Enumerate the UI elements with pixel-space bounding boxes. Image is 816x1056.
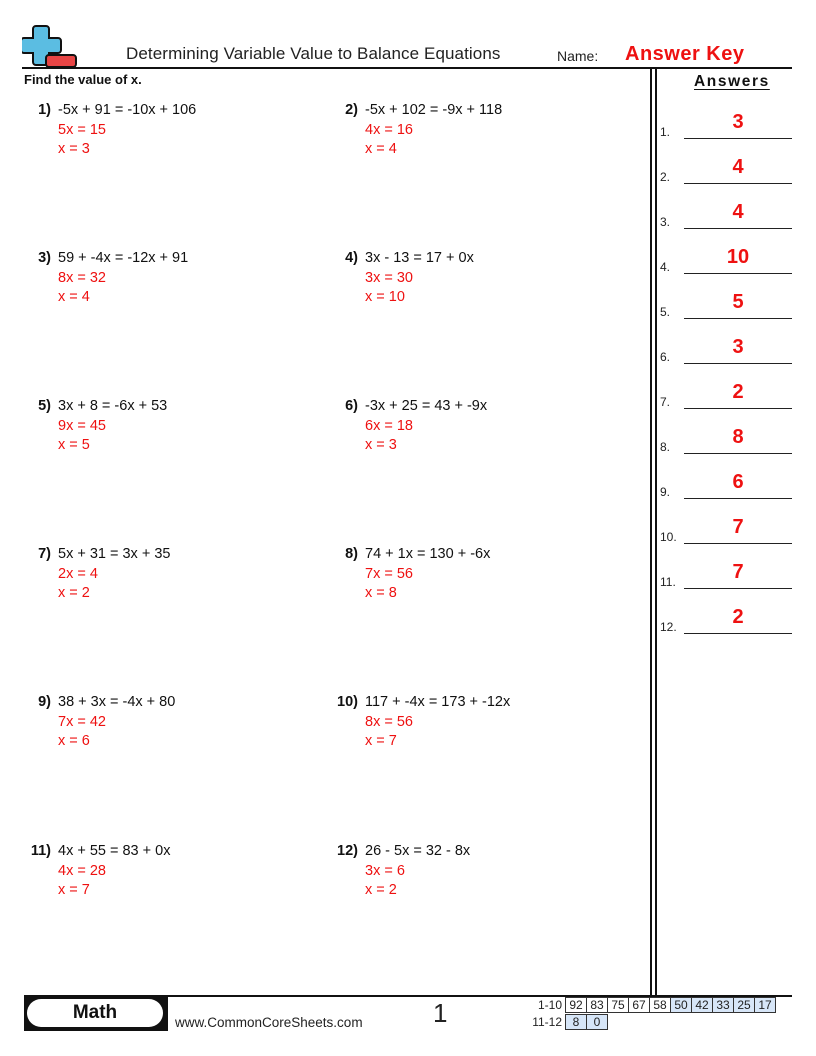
- solution-answer: x = 4: [58, 289, 90, 305]
- problem-12: [337, 842, 471, 901]
- plus-minus-logo-icon: [22, 24, 78, 68]
- score-cell: 83: [586, 997, 608, 1013]
- problem-equation: -5x + 102 = -9x + 118: [365, 102, 503, 118]
- score-cell: 50: [670, 997, 692, 1013]
- answer-line: [684, 138, 792, 140]
- worksheet-title: Determining Variable Value to Balance Equations: [126, 44, 501, 63]
- score-cell: 8: [565, 1014, 587, 1030]
- solution-step: 4x = 28: [58, 862, 106, 879]
- score-table-row-2: [566, 1014, 608, 1030]
- problem-2: [345, 101, 503, 160]
- name-label: Name:: [557, 48, 599, 64]
- answers-heading: Answers: [694, 73, 770, 90]
- answer-line: [684, 363, 792, 365]
- answer-row-9: [660, 469, 792, 499]
- problem-number: 12): [337, 843, 358, 859]
- score-table-row-1: [566, 997, 776, 1013]
- problem-equation: 3x - 13 = 17 + 0x: [365, 250, 474, 266]
- answer-value: 2: [732, 381, 744, 403]
- problem-5: [38, 397, 168, 456]
- problem-equation: 74 + 1x = 130 + -6x: [365, 546, 491, 562]
- solution-step: 8x = 32: [58, 269, 106, 286]
- answer-number: 2.: [660, 170, 671, 184]
- solution-step: 7x = 42: [58, 713, 106, 730]
- answer-value: 2: [732, 606, 744, 628]
- problem-equation: -5x + 91 = -10x + 106: [58, 102, 197, 118]
- answer-number: 9.: [660, 485, 671, 499]
- answer-row-10: [660, 514, 792, 544]
- problem-equation: -3x + 25 = 43 + -9x: [365, 398, 488, 414]
- solution-step: 2x = 4: [58, 565, 98, 582]
- problem-number: 1): [38, 102, 51, 118]
- subject-badge: [24, 995, 168, 1031]
- solution-answer: x = 5: [58, 437, 90, 453]
- solution-answer: x = 8: [365, 585, 397, 601]
- answer-line: [684, 543, 792, 545]
- solution-step: 3x = 6: [365, 862, 405, 879]
- answer-number: 5.: [660, 305, 671, 319]
- answer-line: [684, 498, 792, 500]
- problem-equation: 5x + 31 = 3x + 35: [58, 546, 171, 562]
- score-row-label: 1-10: [537, 998, 562, 1012]
- problem-9: [38, 693, 176, 752]
- problem-number: 8): [345, 546, 358, 562]
- problem-number: 9): [38, 694, 51, 710]
- answer-row-5: [660, 289, 792, 319]
- answer-row-1: [660, 109, 792, 139]
- solution-step: 3x = 30: [365, 269, 413, 286]
- score-cell: 42: [691, 997, 713, 1013]
- solution-answer: x = 10: [365, 289, 405, 305]
- answer-value: 3: [732, 111, 744, 133]
- problem-7: [38, 545, 171, 604]
- score-cell: 92: [565, 997, 587, 1013]
- score-cell: 25: [733, 997, 755, 1013]
- problem-number: 5): [38, 398, 51, 414]
- problem-number: 4): [345, 250, 358, 266]
- answer-number: 12.: [660, 620, 677, 634]
- answer-row-7: [660, 379, 792, 409]
- problem-equation: 26 - 5x = 32 - 8x: [365, 843, 471, 859]
- answer-value: 4: [732, 156, 744, 178]
- score-cell: 75: [607, 997, 629, 1013]
- problem-equation: 3x + 8 = -6x + 53: [58, 398, 168, 414]
- score-cell: 67: [628, 997, 650, 1013]
- answer-value: 10: [726, 246, 750, 268]
- answer-value: 7: [732, 516, 744, 538]
- answer-number: 7.: [660, 395, 671, 409]
- problem-4: [345, 249, 474, 308]
- answer-row-11: [660, 559, 792, 589]
- answer-line: [684, 183, 792, 185]
- answer-number: 3.: [660, 215, 671, 229]
- solution-step: 7x = 56: [365, 565, 413, 582]
- answer-value: 7: [732, 561, 744, 583]
- solution-answer: x = 3: [58, 141, 90, 157]
- answer-line: [684, 318, 792, 320]
- problem-11: [30, 842, 171, 901]
- answer-row-4: [660, 244, 792, 274]
- answer-row-12: [660, 604, 792, 634]
- answer-line: [684, 273, 792, 275]
- solution-answer: x = 7: [58, 882, 90, 898]
- answer-number: 4.: [660, 260, 671, 274]
- answer-number: 11.: [660, 575, 676, 589]
- answer-value: 8: [732, 426, 744, 448]
- answer-value: 3: [732, 336, 744, 358]
- answer-row-6: [660, 334, 792, 364]
- answer-number: 6.: [660, 350, 671, 364]
- problem-equation: 38 + 3x = -4x + 80: [58, 694, 176, 710]
- problem-1: [38, 101, 197, 160]
- answer-line: [684, 588, 792, 590]
- subject-label: Math: [27, 999, 163, 1027]
- problem-number: 2): [345, 102, 358, 118]
- score-row-label: 11-12: [532, 1015, 562, 1029]
- solution-step: 6x = 18: [365, 417, 413, 434]
- score-cell: 33: [712, 997, 734, 1013]
- solution-step: 5x = 15: [58, 121, 106, 138]
- problem-number: 11): [30, 843, 51, 859]
- instructions: Find the value of x.: [24, 72, 142, 87]
- answer-value: 5: [732, 291, 744, 313]
- score-cell: 0: [586, 1014, 608, 1030]
- problem-equation: 117 + -4x = 173 + -12x: [365, 694, 511, 710]
- answer-line: [684, 408, 792, 410]
- page-number: 1: [433, 998, 448, 1028]
- header-divider: [22, 67, 792, 69]
- solution-answer: x = 3: [365, 437, 397, 453]
- score-cell: 58: [649, 997, 671, 1013]
- answer-number: 10.: [660, 530, 677, 544]
- solution-answer: x = 6: [58, 733, 90, 749]
- solution-answer: x = 2: [58, 585, 90, 601]
- solution-step: 4x = 16: [365, 121, 413, 138]
- problem-3: [38, 249, 189, 308]
- answer-row-2: [660, 154, 792, 184]
- solution-answer: x = 7: [365, 733, 397, 749]
- solution-step: 8x = 56: [365, 713, 413, 730]
- solution-answer: x = 2: [365, 882, 397, 898]
- problem-equation: 59 + -4x = -12x + 91: [58, 250, 189, 266]
- answer-value: 6: [732, 471, 744, 493]
- problem-number: 6): [345, 398, 358, 414]
- problem-8: [345, 545, 491, 604]
- solution-answer: x = 4: [365, 141, 397, 157]
- score-cell: 17: [754, 997, 776, 1013]
- answer-number: 1.: [660, 125, 671, 139]
- problem-6: [345, 397, 488, 456]
- answer-line: [684, 453, 792, 455]
- answer-row-3: [660, 199, 792, 229]
- answer-line: [684, 228, 792, 230]
- solution-step: 9x = 45: [58, 417, 106, 434]
- answer-number: 8.: [660, 440, 671, 454]
- name-value: Answer Key: [625, 43, 745, 65]
- answer-line: [684, 633, 792, 635]
- answer-row-8: [660, 424, 792, 454]
- website-link[interactable]: www.CommonCoreSheets.com: [175, 1015, 363, 1030]
- answers-column-divider: [650, 69, 657, 997]
- problem-number: 3): [38, 250, 51, 266]
- problem-10: [337, 693, 511, 752]
- problem-number: 7): [38, 546, 51, 562]
- answer-value: 4: [732, 201, 744, 223]
- problem-equation: 4x + 55 = 83 + 0x: [58, 843, 171, 859]
- problem-number: 10): [337, 694, 358, 710]
